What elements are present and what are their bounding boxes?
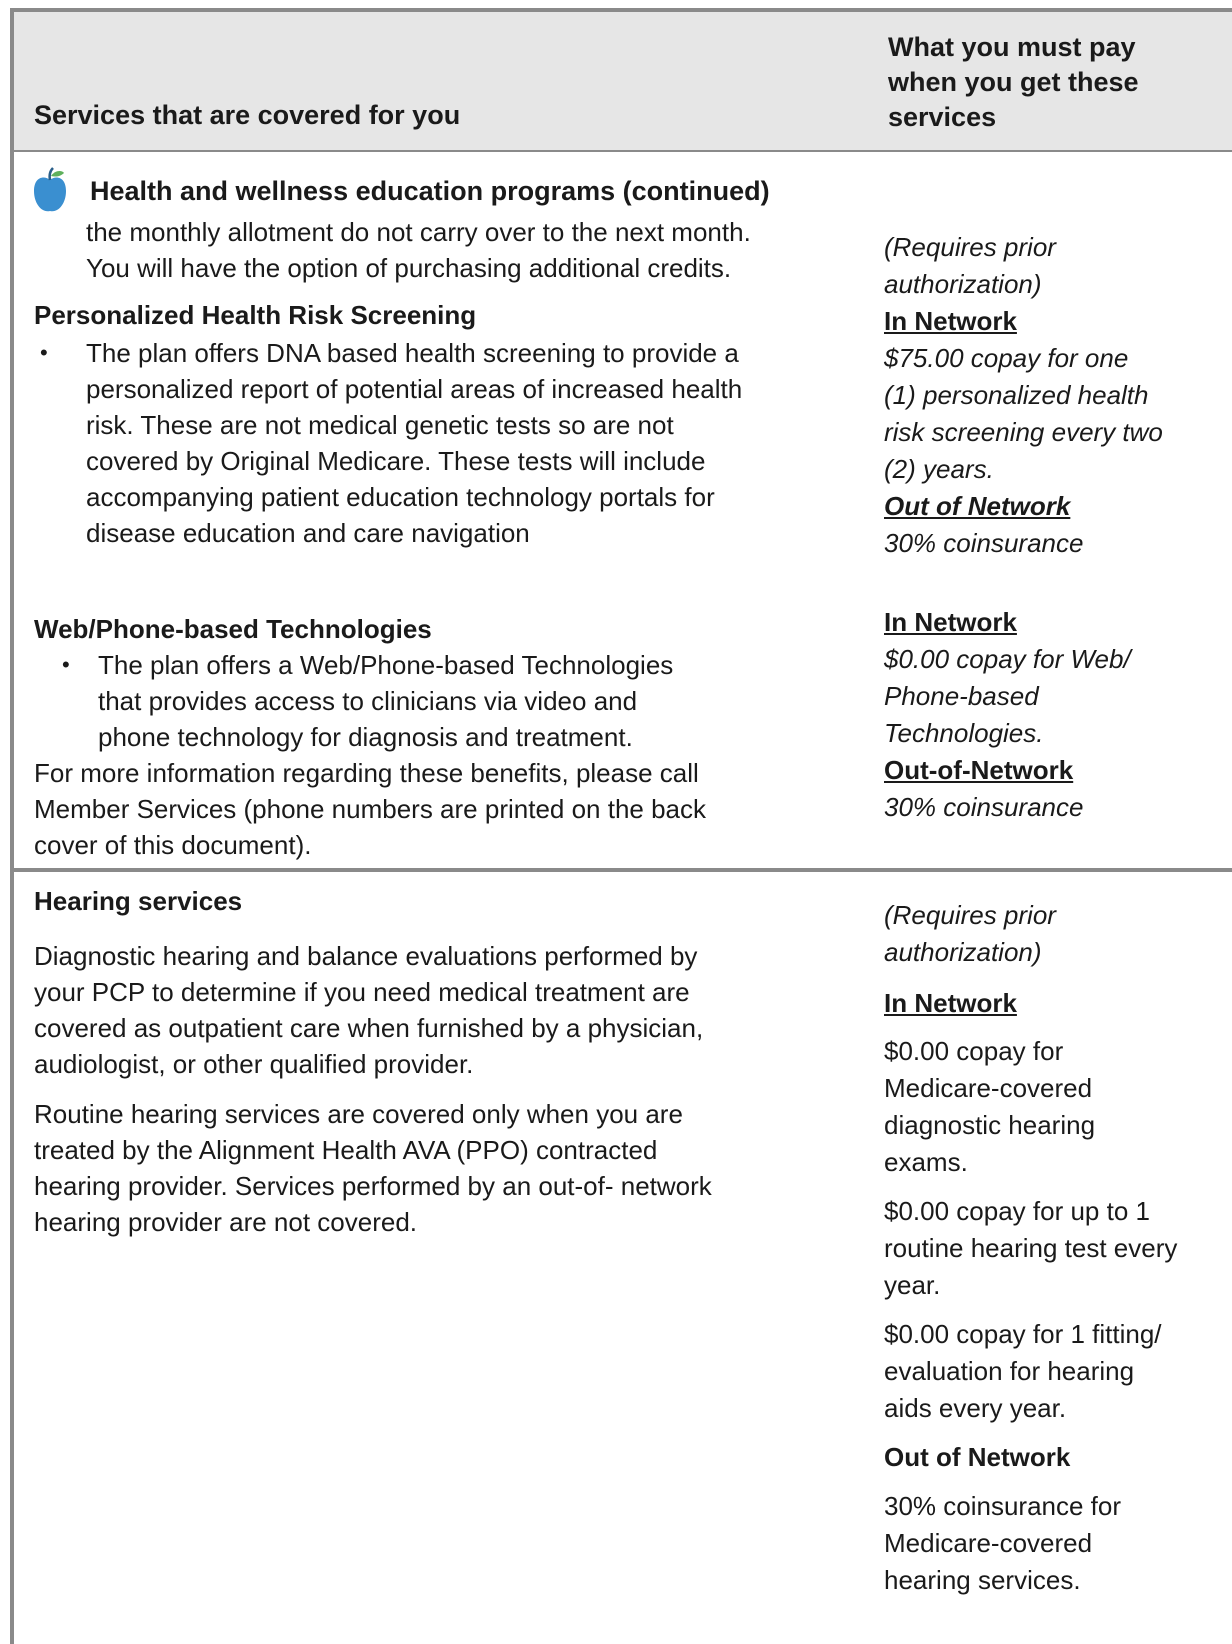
hearing-heading: Hearing services: [34, 886, 243, 916]
web-in-network-cost: $0.00 copay for Web/: [884, 644, 1131, 674]
hearing-para1-line: audiologist, or other qualified provider.: [34, 1049, 474, 1079]
web-in-network-cost: Technologies.: [884, 718, 1044, 748]
more-info-line: For more information regarding these benefits, please call: [34, 758, 699, 788]
phrs-in-network-label: In Network: [884, 306, 1017, 336]
phrs-in-network-cost: (2) years.: [884, 454, 994, 484]
hearing-para1-line: covered as outpatient care when furnished by a physician,: [34, 1013, 704, 1043]
section-divider: [14, 868, 1232, 872]
web-line: The plan offers a Web/Phone-based Technologies: [98, 650, 674, 680]
phrs-line: covered by Original Medicare. These tests will include: [86, 446, 706, 476]
hearing-routine-test-cost: routine hearing test every: [884, 1233, 1178, 1263]
apple-icon: [32, 166, 68, 214]
hearing-out-network-cost: hearing services.: [884, 1565, 1081, 1595]
phrs-auth-line: (Requires prior: [884, 232, 1056, 262]
health-intro-line: You will have the option of purchasing additional credits.: [86, 253, 732, 283]
phrs-out-network-label: Out of Network: [884, 491, 1071, 521]
hearing-diagnostic-cost: Medicare-covered: [884, 1073, 1093, 1103]
phrs-line: personalized report of potential areas of increased health: [86, 374, 743, 404]
phrs-in-network-cost: $75.00 copay for one: [884, 343, 1129, 373]
hearing-routine-test-cost: year.: [884, 1270, 941, 1300]
hearing-para2-line: Routine hearing services are covered only when you are: [34, 1099, 683, 1129]
more-info-line: Member Services (phone numbers are printed on the back: [34, 794, 707, 824]
hearing-out-network-label: Out of Network: [884, 1442, 1071, 1472]
hearing-diagnostic-cost: $0.00 copay for: [884, 1036, 1064, 1066]
hearing-in-network-label: In Network: [884, 988, 1017, 1018]
web-bullet: •: [62, 652, 70, 677]
hearing-diagnostic-cost: exams.: [884, 1147, 968, 1177]
phrs-line: accompanying patient education technology portals for: [86, 482, 715, 512]
hearing-diagnostic-cost: diagnostic hearing: [884, 1110, 1096, 1140]
header-services-label: Services that are covered for you: [34, 100, 461, 130]
phrs-bullet: •: [40, 340, 48, 365]
phrs-out-network-cost: 30% coinsurance: [884, 528, 1084, 558]
web-heading: Web/Phone-based Technologies: [34, 614, 432, 644]
hearing-fitting-cost: $0.00 copay for 1 fitting/: [884, 1319, 1162, 1349]
header-pay-line: What you must pay: [888, 32, 1136, 62]
hearing-auth-line: authorization): [884, 937, 1042, 967]
phrs-line: disease education and care navigation: [86, 518, 530, 548]
phrs-heading: Personalized Health Risk Screening: [34, 300, 477, 330]
phrs-line: risk. These are not medical genetic tests so are not: [86, 410, 674, 440]
hearing-routine-test-cost: $0.00 copay for up to 1: [884, 1196, 1150, 1226]
web-out-network-label: Out-of-Network: [884, 755, 1074, 785]
more-info-line: cover of this document).: [34, 830, 312, 860]
health-intro-line: the monthly allotment do not carry over to the next month.: [86, 217, 751, 247]
header-pay-line: services: [888, 102, 997, 132]
web-line: phone technology for diagnosis and treatment.: [98, 722, 633, 752]
phrs-in-network-cost: risk screening every two: [884, 417, 1163, 447]
web-in-network-cost: Phone-based: [884, 681, 1039, 711]
phrs-auth-line: authorization): [884, 269, 1042, 299]
table-left-border: [10, 8, 14, 1644]
hearing-para2-line: treated by the Alignment Health AVA (PPO) contracted: [34, 1135, 658, 1165]
hearing-out-network-cost: Medicare-covered: [884, 1528, 1093, 1558]
hearing-para2-line: hearing provider are not covered.: [34, 1207, 418, 1237]
hearing-fitting-cost: evaluation for hearing: [884, 1356, 1135, 1386]
web-line: that provides access to clinicians via video and: [98, 686, 638, 716]
health-wellness-title: Health and wellness education programs (continued): [90, 176, 770, 206]
hearing-out-network-cost: 30% coinsurance for: [884, 1491, 1122, 1521]
header-pay-label: [888, 30, 1218, 135]
web-out-network-cost: 30% coinsurance: [884, 792, 1084, 822]
header-pay-line: when you get these: [888, 67, 1139, 97]
header-divider: [14, 150, 1232, 152]
hearing-fitting-cost: aids every year.: [884, 1393, 1067, 1423]
hearing-para1-line: Diagnostic hearing and balance evaluations performed by: [34, 941, 698, 971]
hearing-para2-line: hearing provider. Services performed by an out-of- network: [34, 1171, 712, 1201]
hearing-auth-line: (Requires prior: [884, 900, 1056, 930]
phrs-line: The plan offers DNA based health screening to provide a: [86, 338, 739, 368]
web-in-network-label: In Network: [884, 607, 1017, 637]
hearing-para1-line: your PCP to determine if you need medical treatment are: [34, 977, 690, 1007]
phrs-in-network-cost: (1) personalized health: [884, 380, 1149, 410]
